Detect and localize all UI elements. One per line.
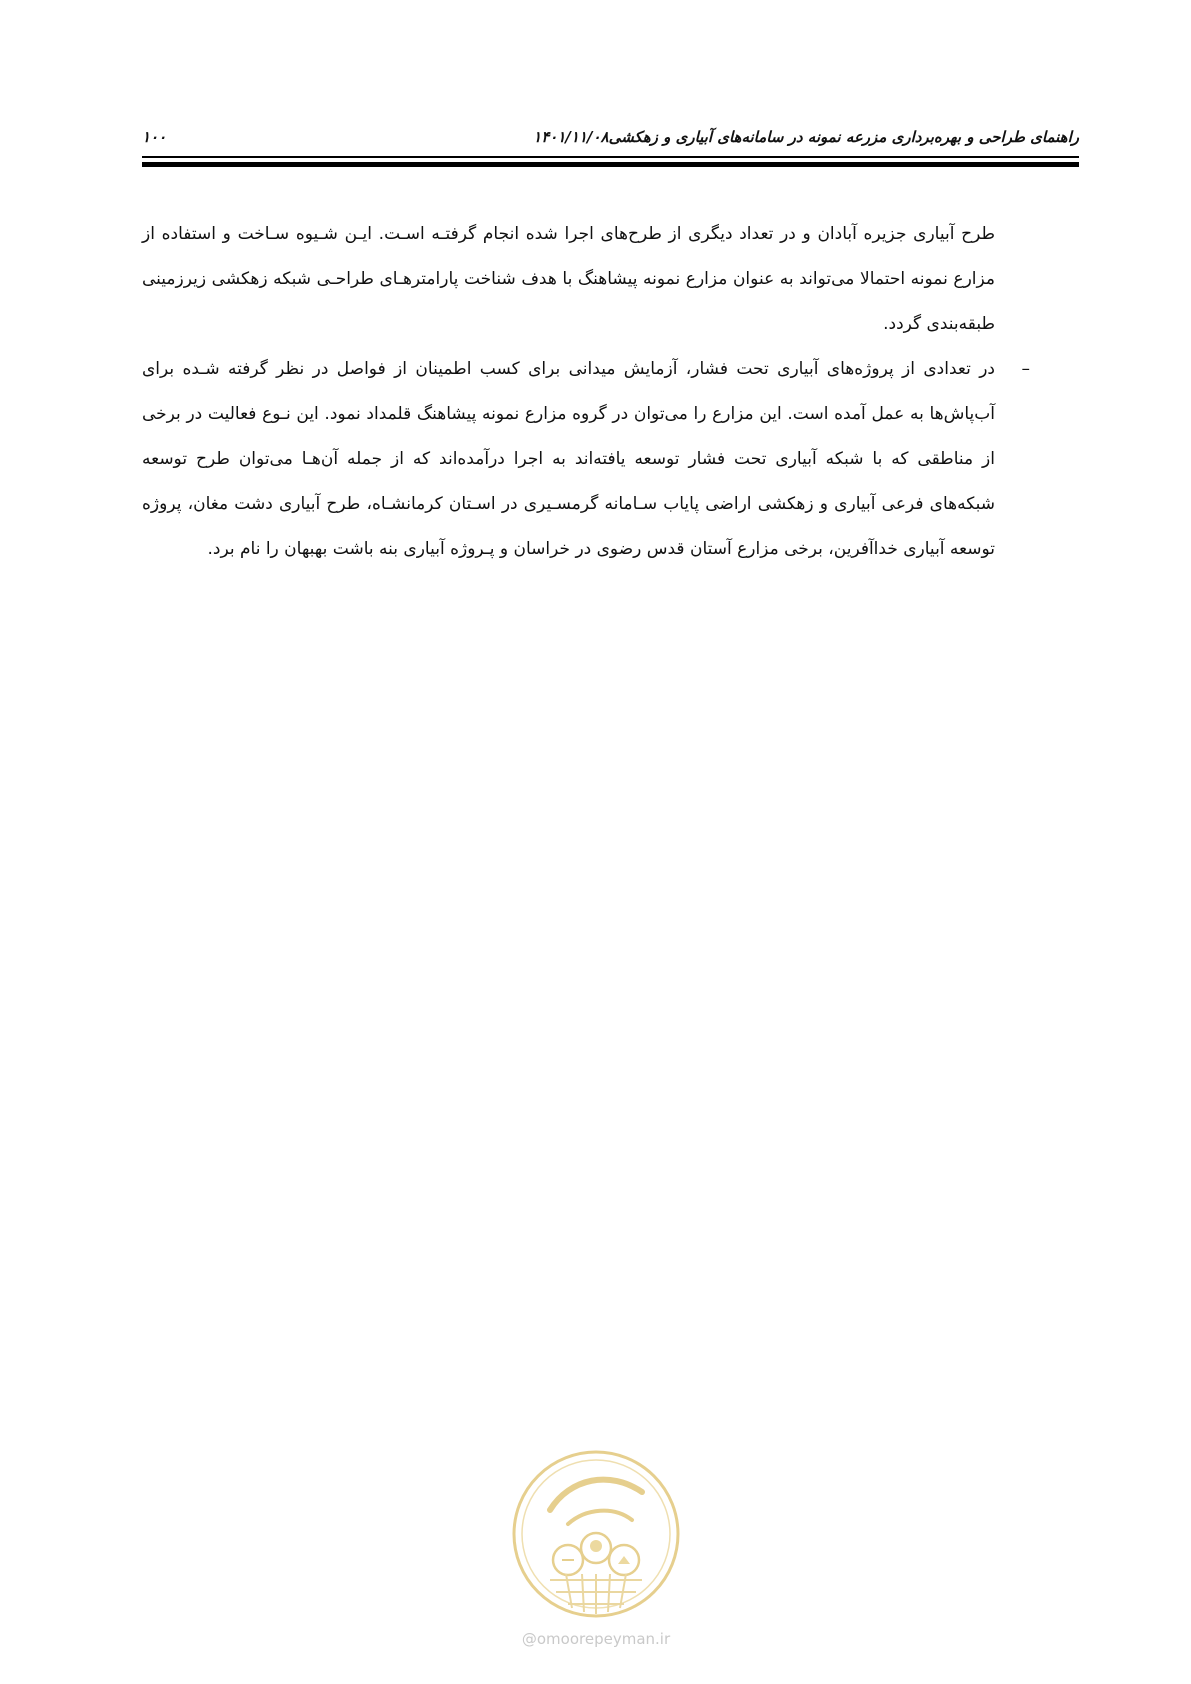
page-number: ۱۰۰ [142,128,167,146]
header-date: ۱۴۰۱/۱۱/۰۸ [533,128,609,146]
running-title-text: راهنمای طراحی و بهره‌برداری مزرعه نمونه در سامانه‌های آبیاری و زهکشی [608,128,1079,146]
running-title [505,128,1079,146]
header-rule-thin [142,156,1079,158]
header-rule-thick [142,162,1079,167]
website-watermark: @omoorepeyman.ir [521,1630,671,1648]
bullet-dash: – [1021,359,1030,379]
page-header [142,128,1079,150]
body-text [142,212,1030,572]
omoorepeyman-seal-icon [510,1448,682,1620]
bullet-text: در تعدادی از پروژه‌های آبیاری تحت فشار، آزمایش میدانی برای کسب اطمینان از فواصل در نظر گرفته شـده برای آب‌پاش‌ها به عمل آمده است. این مزارع را می‌توان در گروه مزارع نمونه پیشاهنگ قلمداد نمود. این نـوع فعالیت در برخی از مناطقی که با شبکه آبیاری تحت فشار توسعه یافته‌اند به اجرا درآمده‌اند که از جمله آن‌هـا می‌توان طرح توسعه شبکه‌های فرعی آبیاری و زهکشی اراضی پایاب سـامانه گرمسـیری در اسـتان کرمانشـاه، طرح آبیاری دشت مغان، پروژه توسعه آبیاری خداآفرین، برخی مزارع آستان قدس رضوی در خراسان و پـروژه آبیاری بنه باشت بهبهان را نام برد. [142,359,995,559]
bullet-item [142,347,1030,572]
paragraph: طرح آبیاری جزیره آبادان و در تعداد دیگری از طرح‌های اجرا شده انجام گرفتـه اسـت. ایـن شـیوه سـاخت و استفاده از مزارع نمونه احتمالا می‌تواند به عنوان مزارع نمونه پیشاهنگ با هدف شناخت پارامترهـای طراحـی شبکه زهکشی زیرزمینی طبقه‌بندی گردد. [142,224,995,334]
